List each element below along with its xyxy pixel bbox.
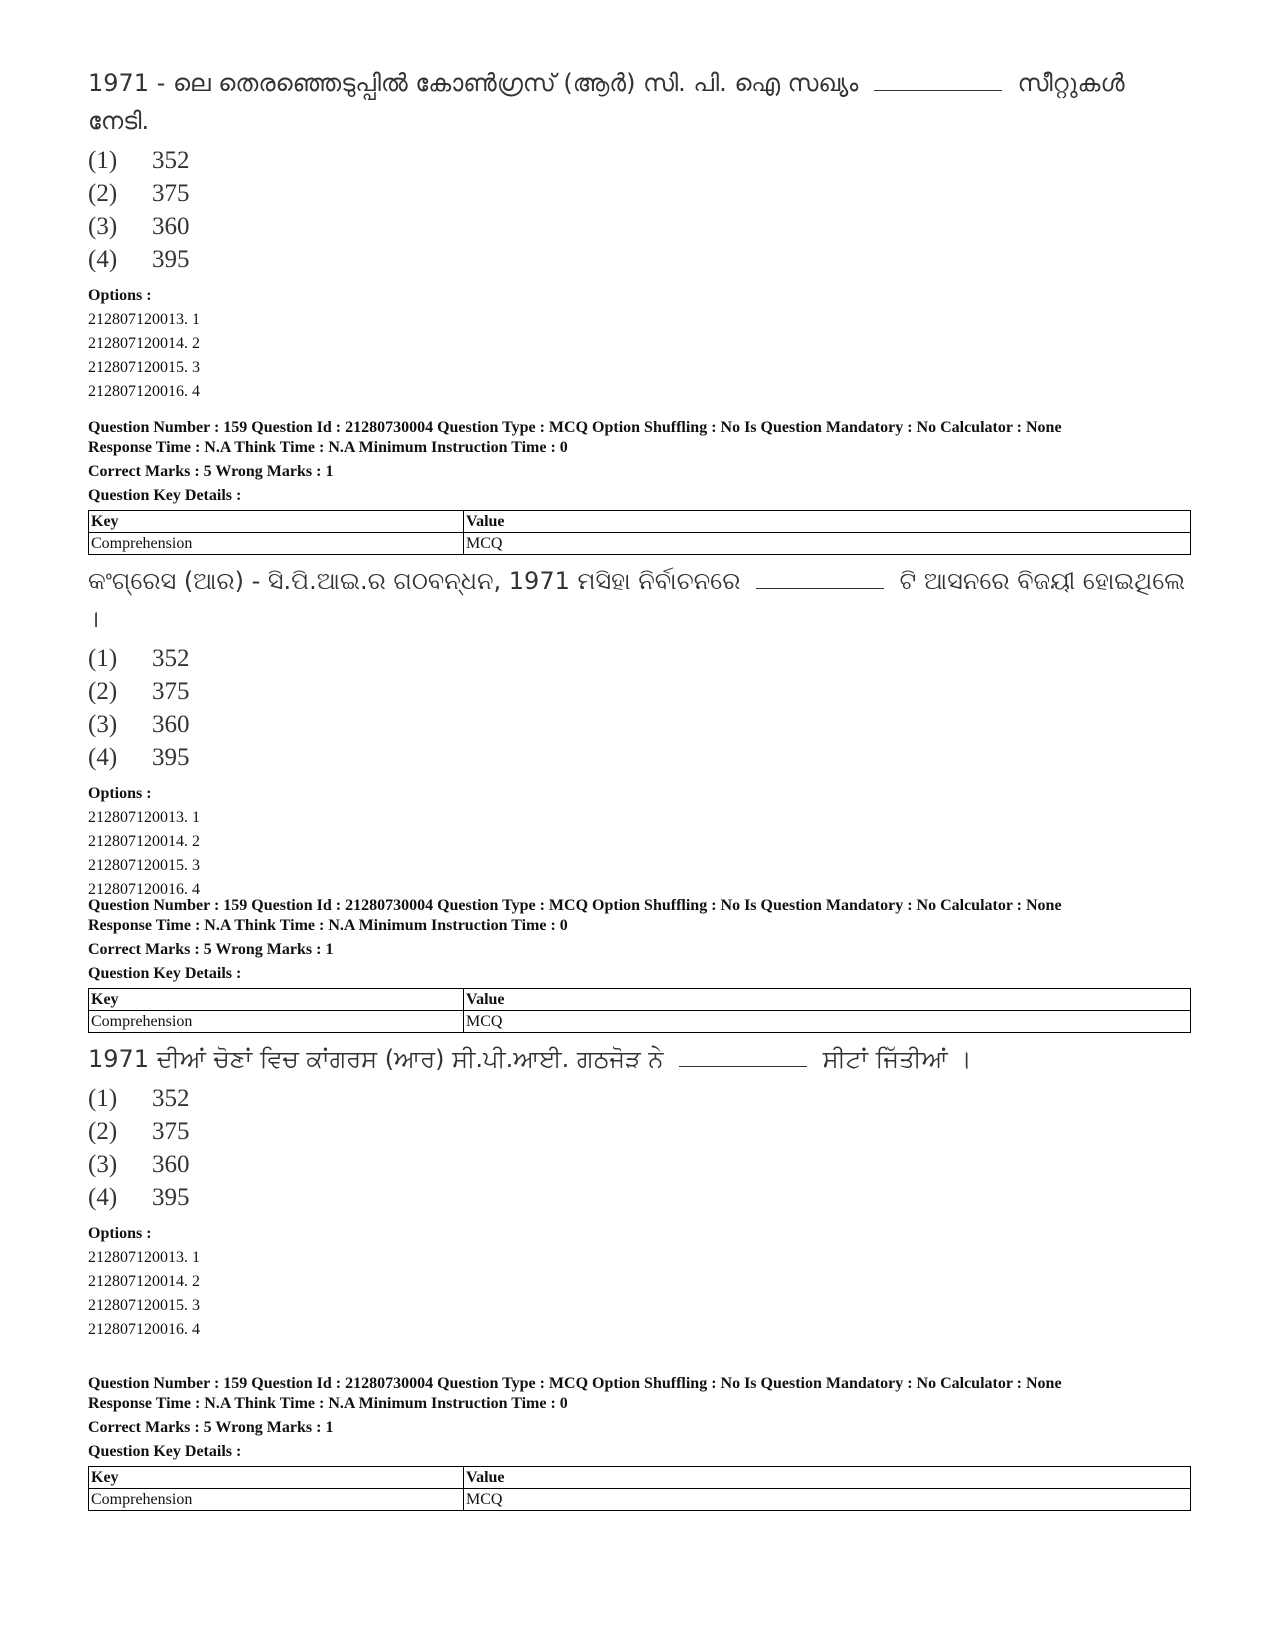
meta-line-1: Question Number : 159 Question Id : 21280730004 Question Type : MCQ Option Shuffling : No Is Question Mandatory : No Calculator : None (88, 419, 1062, 436)
option-id: 212807120014. 2 (88, 833, 200, 850)
key-table (88, 988, 1191, 1033)
choice-value: 395 (152, 1184, 190, 1211)
choice-item (88, 741, 1188, 774)
question-meta (88, 896, 1200, 984)
question-block-malayalam (88, 64, 1188, 404)
key-table-header (89, 1467, 1191, 1489)
choice-value: 352 (152, 645, 190, 672)
choice-value: 360 (152, 1151, 190, 1178)
question-text (88, 562, 1188, 638)
options-title: Options : (88, 287, 152, 304)
choice-list (88, 1082, 1188, 1214)
meta-line-2: Response Time : N.A Think Time : N.A Minimum Instruction Time : 0 (88, 439, 568, 456)
choice-value: 360 (152, 213, 190, 240)
option-id: 212807120015. 3 (88, 359, 200, 376)
choice-item (88, 210, 1188, 243)
key-table (88, 1466, 1191, 1511)
choice-value: 395 (152, 744, 190, 771)
question-text (88, 64, 1188, 140)
question-block-odia (88, 562, 1188, 902)
choice-value: 375 (152, 180, 190, 207)
cell-key: Comprehension (89, 1011, 464, 1033)
meta-line-1: Question Number : 159 Question Id : 21280730004 Question Type : MCQ Option Shuffling : No Is Question Mandatory : No Calculator : None (88, 1375, 1062, 1392)
option-id: 212807120015. 3 (88, 857, 200, 874)
header-value: Value (464, 989, 1191, 1011)
choice-value: 352 (152, 147, 190, 174)
header-value: Value (464, 1467, 1191, 1489)
cell-value: MCQ (464, 1489, 1191, 1511)
choice-item (88, 144, 1188, 177)
choice-number: (4) (88, 744, 118, 771)
key-details-title: Question Key Details : (88, 965, 242, 982)
choice-item (88, 1082, 1188, 1115)
choice-number: (4) (88, 1184, 118, 1211)
choice-number: (2) (88, 678, 118, 705)
cell-key: Comprehension (89, 1489, 464, 1511)
answer-blank (679, 1050, 807, 1067)
option-id: 212807120014. 2 (88, 335, 200, 352)
key-table-row (89, 1011, 1191, 1033)
option-id: 212807120013. 1 (88, 311, 200, 328)
choice-number: (1) (88, 147, 118, 174)
question-text-before: 1971 ਦੀਆਂ ਚੋਣਾਂ ਵਿਚ ਕਾਂਗਰਸ (ਆਰ) ਸੀ.ਪੀ.ਆਈ. ਗਠਜੋੜ ਨੇ (88, 1045, 664, 1073)
options-title: Options : (88, 1225, 152, 1242)
key-table-row (89, 1489, 1191, 1511)
question-text-after: സീറ്റുകൾ നേടി. (88, 69, 1125, 135)
question-text (88, 1040, 1188, 1078)
question-text-after: ଟି ଆସନରେ ବିଜୟୀ ହୋଇଥିଲେ । (88, 567, 1186, 633)
key-table (88, 510, 1191, 555)
key-table-header (89, 989, 1191, 1011)
choice-item (88, 1115, 1188, 1148)
cell-key: Comprehension (89, 533, 464, 555)
marks-line: Correct Marks : 5 Wrong Marks : 1 (88, 941, 334, 958)
header-key: Key (89, 1467, 464, 1489)
choice-value: 375 (152, 678, 190, 705)
choice-number: (3) (88, 213, 118, 240)
question-meta (88, 1374, 1200, 1462)
choice-item (88, 243, 1188, 276)
key-details-title: Question Key Details : (88, 1443, 242, 1460)
choice-value: 352 (152, 1085, 190, 1112)
question-block-punjabi (88, 1040, 1188, 1342)
header-value: Value (464, 511, 1191, 533)
key-table-header (89, 511, 1191, 533)
header-key: Key (89, 989, 464, 1011)
choice-list (88, 642, 1188, 774)
cell-value: MCQ (464, 533, 1191, 555)
choice-item (88, 1181, 1188, 1214)
option-id: 212807120015. 3 (88, 1297, 200, 1314)
choice-item (88, 642, 1188, 675)
options-title: Options : (88, 785, 152, 802)
question-meta (88, 418, 1200, 506)
question-text-after: ਸੀਟਾਂ ਜਿੱਤੀਆਂ । (822, 1045, 972, 1073)
answer-blank (874, 74, 1002, 91)
meta-line-2: Response Time : N.A Think Time : N.A Minimum Instruction Time : 0 (88, 917, 568, 934)
key-table-row (89, 533, 1191, 555)
choice-number: (2) (88, 1118, 118, 1145)
cell-value: MCQ (464, 1011, 1191, 1033)
option-id: 212807120016. 4 (88, 881, 200, 898)
choice-number: (3) (88, 1151, 118, 1178)
meta-line-1: Question Number : 159 Question Id : 21280730004 Question Type : MCQ Option Shuffling : No Is Question Mandatory : No Calculator : None (88, 897, 1062, 914)
choice-item (88, 675, 1188, 708)
choice-value: 375 (152, 1118, 190, 1145)
choice-number: (2) (88, 180, 118, 207)
option-id: 212807120016. 4 (88, 1321, 200, 1338)
marks-line: Correct Marks : 5 Wrong Marks : 1 (88, 1419, 334, 1436)
question-text-before: କଂଗ୍ରେସ (ଆର) - ସି.ପି.ଆଇ.ର ଗଠବନ୍ଧନ, 1971 ମସିହା ନିର୍ବାଚନରେ (88, 567, 741, 595)
option-id: 212807120016. 4 (88, 383, 200, 400)
choice-item (88, 708, 1188, 741)
choice-number: (3) (88, 711, 118, 738)
choice-item (88, 177, 1188, 210)
key-details-title: Question Key Details : (88, 487, 242, 504)
choice-item (88, 1148, 1188, 1181)
header-key: Key (89, 511, 464, 533)
question-text-before: 1971 - ലെ തെരഞ്ഞെടുപ്പിൽ കോൺഗ്രസ് (ആർ) സി. പി. ഐ സഖ്യം (88, 69, 859, 97)
option-id: 212807120013. 1 (88, 1249, 200, 1266)
choice-number: (1) (88, 645, 118, 672)
choice-value: 360 (152, 711, 190, 738)
choice-value: 395 (152, 246, 190, 273)
choice-list (88, 144, 1188, 276)
choice-number: (1) (88, 1085, 118, 1112)
option-id: 212807120013. 1 (88, 809, 200, 826)
marks-line: Correct Marks : 5 Wrong Marks : 1 (88, 463, 334, 480)
option-id: 212807120014. 2 (88, 1273, 200, 1290)
answer-blank (756, 572, 884, 589)
choice-number: (4) (88, 246, 118, 273)
meta-line-2: Response Time : N.A Think Time : N.A Minimum Instruction Time : 0 (88, 1395, 568, 1412)
